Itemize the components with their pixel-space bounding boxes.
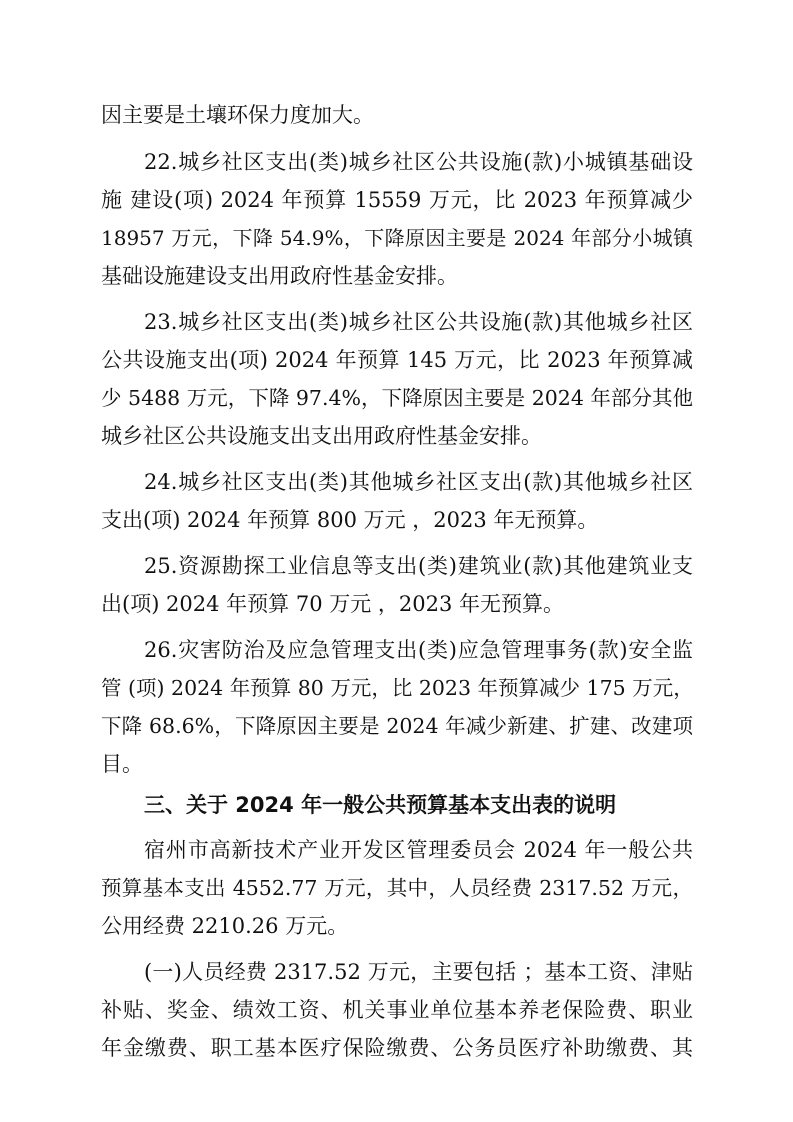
paragraph-line: 23.城乡社区支出(类)城乡社区公共设施(款)其他城乡社区 — [144, 310, 693, 334]
paragraph-line: 预算基本支出 4552.77 万元，其中，人员经费 2317.52 万元， — [101, 876, 693, 900]
paragraph-line: 25.资源勘探工业信息等支出(类)建筑业(款)其他建筑业支 — [144, 554, 693, 578]
paragraph-line: 公共设施支出(项) 2024 年预算 145 万元，比 2023 年预算减 — [101, 348, 693, 372]
paragraph-line: 下降 68.6%，下降原因主要是 2024 年减少新建、扩建、改建项 — [101, 714, 693, 738]
paragraph-line: 22.城乡社区支出(类)城乡社区公共设施(款)小城镇基础设 — [144, 150, 693, 174]
paragraph-line: 目。 — [101, 752, 143, 776]
paragraph-line: 因主要是土壤环保力度加大。 — [101, 103, 374, 127]
paragraph-line: 管 (项) 2024 年预算 80 万元，比 2023 年预算减少 175 万元， — [101, 676, 694, 700]
paragraph-line: 城乡社区公共设施支出支出用政府性基金安排。 — [101, 424, 542, 448]
paragraph-line: 少 5488 万元，下降 97.4%，下降原因主要是 2024 年部分其他 — [101, 386, 693, 410]
paragraph-line: 18957 万元，下降 54.9%，下降原因主要是 2024 年部分小城镇 — [101, 226, 693, 250]
section-heading: 三、关于 2024 年一般公共预算基本支出表的说明 — [144, 793, 617, 817]
paragraph-line: 公用经费 2210.26 万元。 — [101, 914, 349, 938]
paragraph-line: 宿州市高新技术产业开发区管理委员会 2024 年一般公共 — [144, 838, 693, 862]
paragraph-line: (一)人员经费 2317.52 万元，主要包括 ；基本工资、津贴 — [144, 960, 693, 984]
paragraph-line: 施 建设(项) 2024 年预算 15559 万元，比 2023 年预算减少 — [101, 188, 693, 212]
paragraph-line: 支出(项) 2024 年预算 800 万元 ，2023 年无预算。 — [101, 508, 599, 532]
paragraph-line: 年金缴费、职工基本医疗保险缴费、公务员医疗补助缴费、其 — [101, 1036, 693, 1060]
paragraph-line: 出(项) 2024 年预算 70 万元 ，2023 年无预算。 — [101, 592, 565, 616]
paragraph-line: 24.城乡社区支出(类)其他城乡社区支出(款)其他城乡社区 — [144, 470, 693, 494]
paragraph-line: 基础设施建设支出用政府性基金安排。 — [101, 264, 458, 288]
paragraph-line: 26.灾害防治及应急管理支出(类)应急管理事务(款)安全监 — [144, 638, 693, 662]
paragraph-line: 补贴、奖金、绩效工资、机关事业单位基本养老保险费、职业 — [101, 998, 693, 1022]
